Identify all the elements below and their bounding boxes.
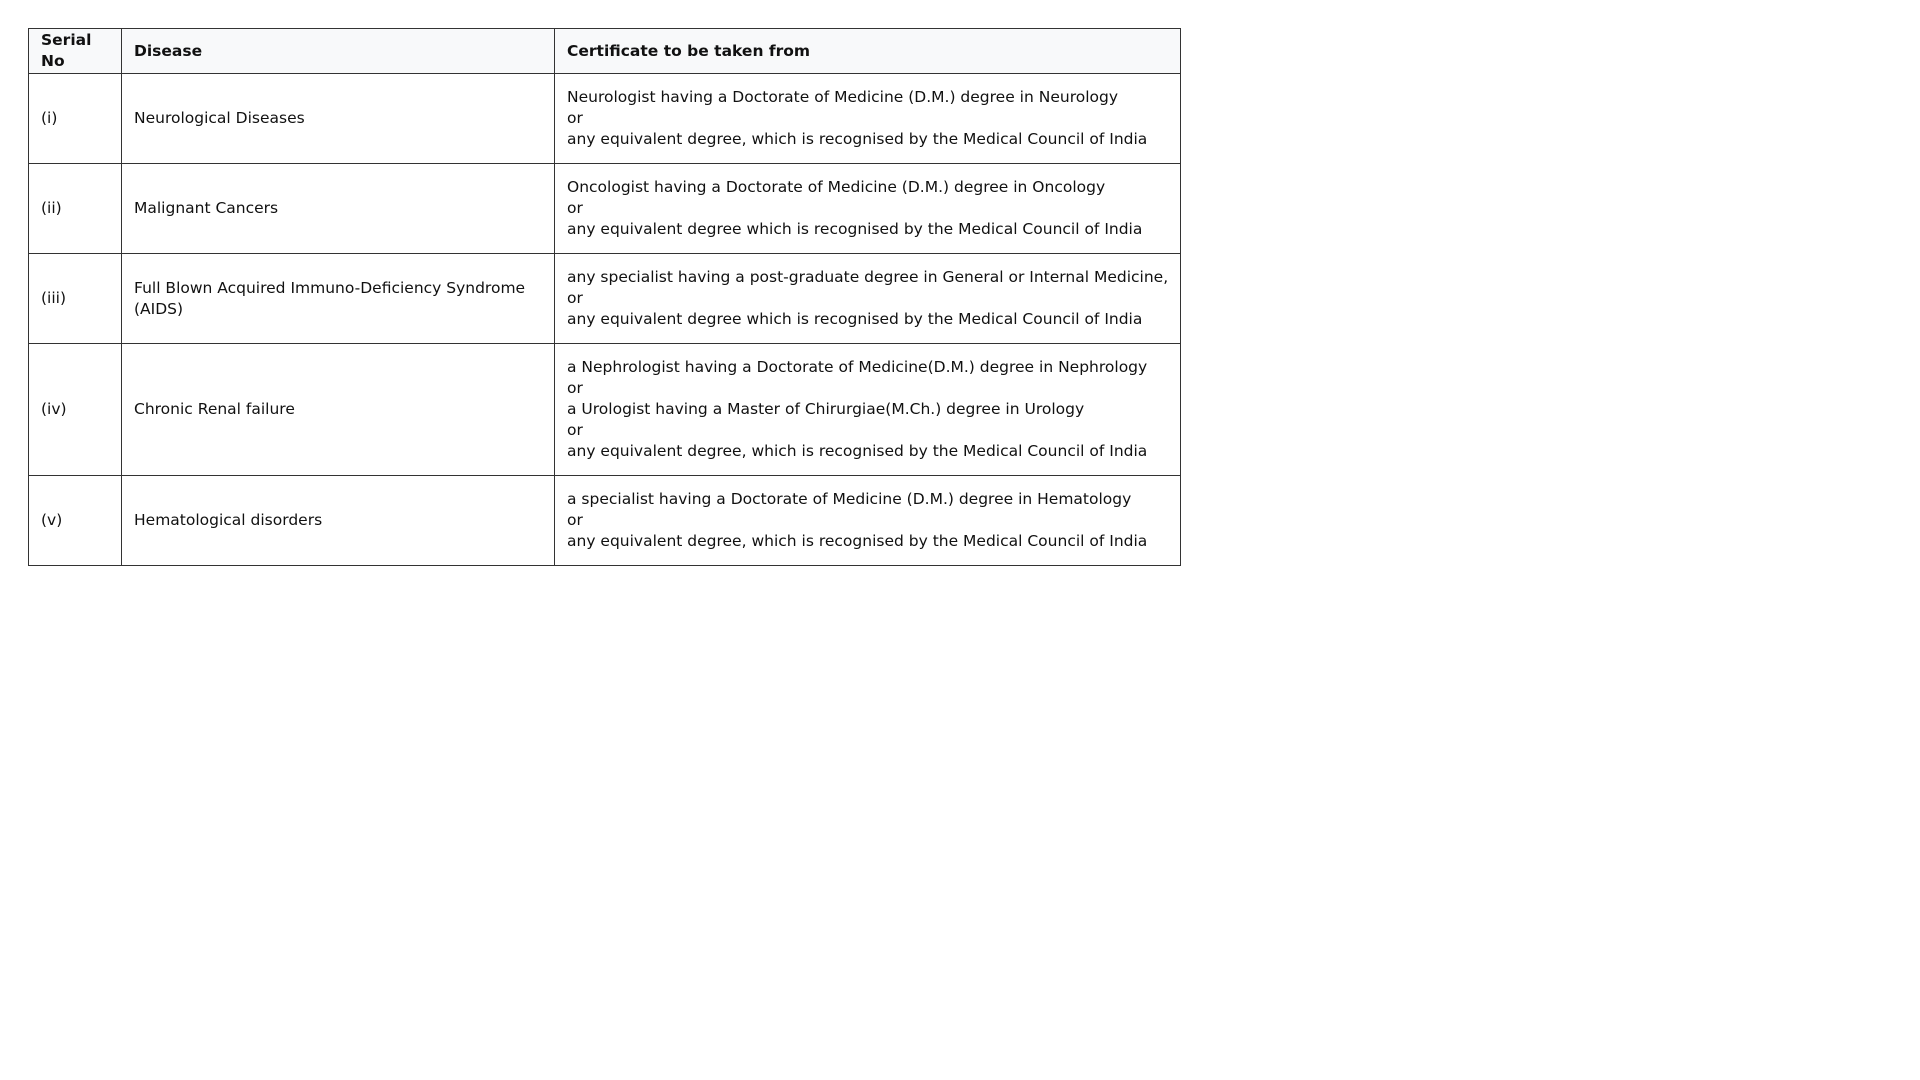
serial-cell: (iv)	[29, 344, 122, 476]
table-header-row	[29, 29, 1181, 74]
disease-cell: Chronic Renal failure	[122, 344, 555, 476]
certificate-line: or	[567, 199, 583, 217]
serial-cell: (ii)	[29, 164, 122, 254]
serial-cell: (i)	[29, 74, 122, 164]
certificate-line: or	[567, 379, 583, 397]
certificate-table-container	[28, 28, 1181, 566]
certificate-line: a specialist having a Doctorate of Medicine (D.M.) degree in Hematology	[567, 490, 1132, 508]
certificate-line: any equivalent degree, which is recognised by the Medical Council of India	[567, 130, 1148, 148]
certificate-line: or	[567, 109, 583, 127]
header-serial-no: Serial No	[29, 29, 122, 74]
table-row	[29, 476, 1181, 566]
certificate-line: any equivalent degree which is recognised by the Medical Council of India	[567, 220, 1143, 238]
certificate-line: any equivalent degree, which is recognised by the Medical Council of India	[567, 532, 1148, 550]
header-certificate: Certificate to be taken from	[555, 29, 1181, 74]
certificate-line: or	[567, 289, 583, 307]
disease-cell: Malignant Cancers	[122, 164, 555, 254]
certificate-line: or	[567, 511, 583, 529]
certificate-line: any specialist having a post-graduate degree in General or Internal Medicine,	[567, 268, 1169, 286]
disease-cell: Full Blown Acquired Immuno-Deficiency Syndrome (AIDS)	[122, 254, 555, 344]
certificate-line: Oncologist having a Doctorate of Medicine (D.M.) degree in Oncology	[567, 178, 1106, 196]
disease-cell: Hematological disorders	[122, 476, 555, 566]
disease-certificate-table	[28, 28, 1181, 566]
certificate-cell	[555, 344, 1181, 476]
table-row	[29, 74, 1181, 164]
certificate-cell	[555, 164, 1181, 254]
serial-cell: (iii)	[29, 254, 122, 344]
certificate-line: any equivalent degree, which is recognised by the Medical Council of India	[567, 442, 1148, 460]
serial-cell: (v)	[29, 476, 122, 566]
disease-cell: Neurological Diseases	[122, 74, 555, 164]
certificate-line: a Nephrologist having a Doctorate of Medicine(D.M.) degree in Nephrology	[567, 358, 1148, 376]
certificate-cell	[555, 476, 1181, 566]
header-disease: Disease	[122, 29, 555, 74]
certificate-line: Neurologist having a Doctorate of Medicine (D.M.) degree in Neurology	[567, 88, 1119, 106]
certificate-line: any equivalent degree which is recognised by the Medical Council of India	[567, 310, 1143, 328]
certificate-line: or	[567, 421, 583, 439]
certificate-line: a Urologist having a Master of Chirurgiae(M.Ch.) degree in Urology	[567, 400, 1085, 418]
table-row	[29, 254, 1181, 344]
table-row	[29, 344, 1181, 476]
table-row	[29, 164, 1181, 254]
certificate-cell	[555, 74, 1181, 164]
certificate-cell	[555, 254, 1181, 344]
